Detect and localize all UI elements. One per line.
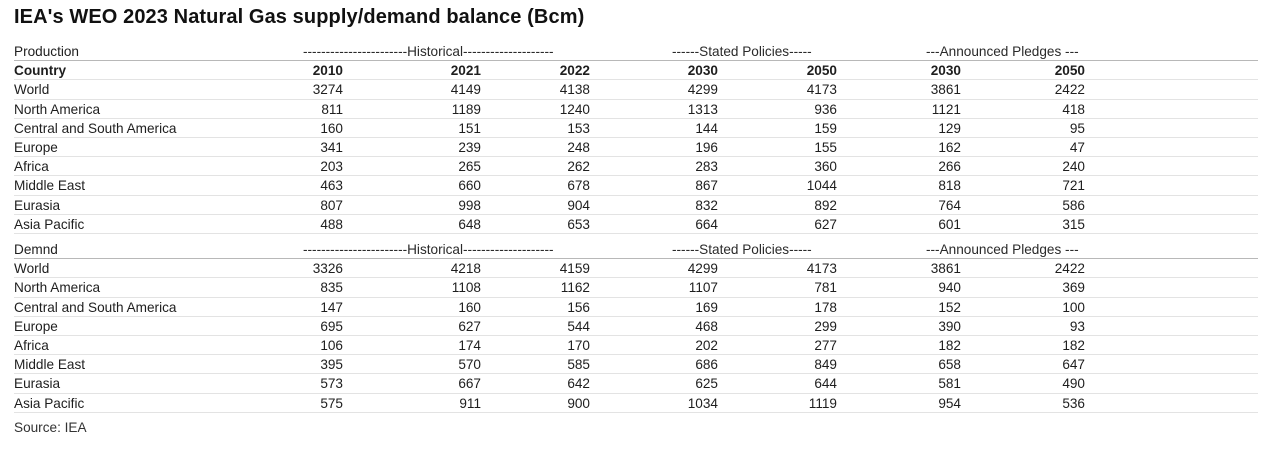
value-cell: 781 bbox=[814, 280, 837, 296]
value-cell: 573 bbox=[320, 376, 343, 392]
value-cell: 395 bbox=[320, 357, 343, 373]
value-cell: 360 bbox=[814, 159, 837, 175]
value-cell: 144 bbox=[695, 120, 718, 136]
country-cell: Africa bbox=[14, 159, 49, 175]
table-row bbox=[14, 336, 1258, 355]
value-cell: 4138 bbox=[559, 82, 590, 98]
table-row bbox=[14, 215, 1258, 234]
value-cell: 1313 bbox=[687, 101, 718, 117]
value-cell: 4173 bbox=[806, 261, 837, 277]
value-cell: 536 bbox=[1062, 395, 1085, 411]
value-cell: 4299 bbox=[687, 261, 718, 277]
value-cell: 586 bbox=[1062, 197, 1085, 213]
value-cell: 155 bbox=[814, 139, 837, 155]
value-cell: 156 bbox=[567, 299, 590, 315]
group-historical: -----------------------Historical-------------------- bbox=[303, 242, 554, 257]
value-cell: 4173 bbox=[806, 82, 837, 98]
table-row bbox=[14, 278, 1258, 297]
table-row bbox=[14, 176, 1258, 195]
value-cell: 627 bbox=[814, 216, 837, 232]
country-cell: Eurasia bbox=[14, 376, 61, 392]
value-cell: 1044 bbox=[806, 178, 837, 194]
table-row bbox=[14, 355, 1258, 374]
year-header: 2022 bbox=[559, 63, 590, 79]
value-cell: 648 bbox=[458, 216, 481, 232]
value-cell: 174 bbox=[458, 337, 481, 353]
value-cell: 283 bbox=[695, 159, 718, 175]
value-cell: 152 bbox=[938, 299, 961, 315]
year-header: 2030 bbox=[687, 63, 718, 79]
year-header: 2030 bbox=[930, 63, 961, 79]
group-announced-pledges: ---Announced Pledges --- bbox=[926, 242, 1079, 257]
demand-table bbox=[14, 240, 1258, 413]
value-cell: 849 bbox=[814, 357, 837, 373]
value-cell: 3861 bbox=[930, 261, 961, 277]
value-cell: 129 bbox=[938, 120, 961, 136]
value-cell: 764 bbox=[938, 197, 961, 213]
value-cell: 911 bbox=[459, 395, 481, 411]
value-cell: 904 bbox=[567, 197, 590, 213]
value-cell: 160 bbox=[458, 299, 481, 315]
value-cell: 100 bbox=[1062, 299, 1085, 315]
source-note: Source: IEA bbox=[14, 420, 87, 435]
value-cell: 721 bbox=[1062, 178, 1085, 194]
year-header-row bbox=[14, 61, 1258, 80]
value-cell: 570 bbox=[458, 357, 481, 373]
value-cell: 3861 bbox=[930, 82, 961, 98]
value-cell: 1121 bbox=[931, 101, 961, 117]
value-cell: 240 bbox=[1062, 159, 1085, 175]
value-cell: 2422 bbox=[1054, 261, 1085, 277]
table-row bbox=[14, 394, 1258, 413]
value-cell: 835 bbox=[320, 280, 343, 296]
value-cell: 463 bbox=[320, 178, 343, 194]
country-cell: World bbox=[14, 82, 50, 98]
country-cell: Eurasia bbox=[14, 197, 61, 213]
value-cell: 658 bbox=[938, 357, 961, 373]
value-cell: 818 bbox=[938, 178, 961, 194]
value-cell: 1034 bbox=[687, 395, 718, 411]
value-cell: 832 bbox=[695, 197, 718, 213]
value-cell: 647 bbox=[1062, 357, 1085, 373]
country-cell: Central and South America bbox=[14, 299, 177, 315]
value-cell: 954 bbox=[938, 395, 961, 411]
country-cell: Asia Pacific bbox=[14, 216, 85, 232]
country-cell: Europe bbox=[14, 139, 58, 155]
value-cell: 315 bbox=[1062, 216, 1085, 232]
value-cell: 660 bbox=[458, 178, 481, 194]
value-cell: 678 bbox=[567, 178, 590, 194]
country-cell: Middle East bbox=[14, 357, 86, 373]
production-table bbox=[14, 42, 1258, 234]
value-cell: 1189 bbox=[451, 101, 481, 117]
value-cell: 998 bbox=[458, 197, 481, 213]
value-cell: 544 bbox=[567, 318, 590, 334]
country-cell: North America bbox=[14, 280, 101, 296]
group-historical: -----------------------Historical-------------------- bbox=[303, 44, 554, 59]
value-cell: 4149 bbox=[450, 82, 481, 98]
value-cell: 664 bbox=[695, 216, 718, 232]
value-cell: 867 bbox=[695, 178, 718, 194]
value-cell: 1119 bbox=[808, 395, 837, 411]
value-cell: 162 bbox=[938, 139, 961, 155]
production-group-header bbox=[14, 42, 1258, 61]
value-cell: 299 bbox=[814, 318, 837, 334]
demand-group-header bbox=[14, 240, 1258, 259]
value-cell: 585 bbox=[567, 357, 590, 373]
value-cell: 182 bbox=[1062, 337, 1085, 353]
value-cell: 686 bbox=[695, 357, 718, 373]
table-row bbox=[14, 196, 1258, 215]
value-cell: 1240 bbox=[559, 101, 590, 117]
value-cell: 892 bbox=[814, 197, 837, 213]
value-cell: 248 bbox=[567, 139, 590, 155]
group-stated-policies: ------Stated Policies----- bbox=[672, 44, 812, 59]
value-cell: 369 bbox=[1062, 280, 1085, 296]
country-cell: Asia Pacific bbox=[14, 395, 85, 411]
value-cell: 2422 bbox=[1054, 82, 1085, 98]
value-cell: 106 bbox=[320, 337, 343, 353]
group-stated-policies: ------Stated Policies----- bbox=[672, 242, 812, 257]
value-cell: 203 bbox=[320, 159, 343, 175]
value-cell: 811 bbox=[321, 101, 343, 117]
value-cell: 581 bbox=[938, 376, 961, 392]
value-cell: 625 bbox=[695, 376, 718, 392]
value-cell: 653 bbox=[567, 216, 590, 232]
group-announced-pledges: ---Announced Pledges --- bbox=[926, 44, 1079, 59]
value-cell: 644 bbox=[814, 376, 837, 392]
country-cell: World bbox=[14, 261, 50, 277]
table-row bbox=[14, 119, 1258, 138]
value-cell: 153 bbox=[567, 120, 590, 136]
value-cell: 95 bbox=[1069, 120, 1085, 136]
value-cell: 277 bbox=[814, 337, 837, 353]
value-cell: 390 bbox=[938, 318, 961, 334]
value-cell: 4299 bbox=[687, 82, 718, 98]
value-cell: 4159 bbox=[559, 261, 590, 277]
page-title: IEA's WEO 2023 Natural Gas supply/demand balance (Bcm) bbox=[14, 6, 585, 28]
table-row bbox=[14, 259, 1258, 278]
value-cell: 900 bbox=[567, 395, 590, 411]
value-cell: 807 bbox=[320, 197, 343, 213]
table-row bbox=[14, 374, 1258, 393]
year-header: 2021 bbox=[450, 63, 481, 79]
table-row bbox=[14, 317, 1258, 336]
table-row bbox=[14, 100, 1258, 119]
value-cell: 940 bbox=[938, 280, 961, 296]
section-label-production: Production bbox=[14, 44, 79, 59]
value-cell: 196 bbox=[695, 139, 718, 155]
country-cell: Europe bbox=[14, 318, 58, 334]
year-header: 2050 bbox=[806, 63, 837, 79]
value-cell: 418 bbox=[1062, 101, 1085, 117]
value-cell: 169 bbox=[695, 299, 718, 315]
country-cell: Middle East bbox=[14, 178, 86, 194]
value-cell: 147 bbox=[320, 299, 343, 315]
value-cell: 266 bbox=[938, 159, 961, 175]
value-cell: 936 bbox=[814, 101, 837, 117]
value-cell: 3326 bbox=[312, 261, 343, 277]
value-cell: 151 bbox=[458, 120, 481, 136]
value-cell: 627 bbox=[458, 318, 481, 334]
value-cell: 202 bbox=[695, 337, 718, 353]
section-label-demand: Demnd bbox=[14, 242, 58, 257]
value-cell: 178 bbox=[814, 299, 837, 315]
country-cell: North America bbox=[14, 101, 101, 117]
table-row bbox=[14, 138, 1258, 157]
value-cell: 239 bbox=[458, 139, 481, 155]
table-row bbox=[14, 80, 1258, 99]
value-cell: 160 bbox=[320, 120, 343, 136]
value-cell: 1108 bbox=[451, 280, 481, 296]
value-cell: 695 bbox=[320, 318, 343, 334]
table-row bbox=[14, 157, 1258, 176]
country-cell: Africa bbox=[14, 337, 49, 353]
value-cell: 667 bbox=[458, 376, 481, 392]
value-cell: 159 bbox=[814, 120, 837, 136]
year-header: 2050 bbox=[1054, 63, 1085, 79]
value-cell: 182 bbox=[938, 337, 961, 353]
year-header: 2010 bbox=[312, 63, 343, 79]
table-row bbox=[14, 298, 1258, 317]
value-cell: 468 bbox=[695, 318, 718, 334]
value-cell: 3274 bbox=[312, 82, 343, 98]
value-cell: 1107 bbox=[688, 280, 718, 296]
country-column-header: Country bbox=[14, 63, 67, 79]
value-cell: 262 bbox=[567, 159, 590, 175]
value-cell: 341 bbox=[320, 139, 343, 155]
value-cell: 575 bbox=[320, 395, 343, 411]
value-cell: 265 bbox=[458, 159, 481, 175]
value-cell: 601 bbox=[938, 216, 961, 232]
value-cell: 93 bbox=[1069, 318, 1085, 334]
country-cell: Central and South America bbox=[14, 120, 177, 136]
value-cell: 170 bbox=[567, 337, 590, 353]
value-cell: 642 bbox=[567, 376, 590, 392]
value-cell: 4218 bbox=[450, 261, 481, 277]
value-cell: 488 bbox=[320, 216, 343, 232]
value-cell: 1162 bbox=[560, 280, 590, 296]
value-cell: 490 bbox=[1062, 376, 1085, 392]
value-cell: 47 bbox=[1069, 139, 1085, 155]
